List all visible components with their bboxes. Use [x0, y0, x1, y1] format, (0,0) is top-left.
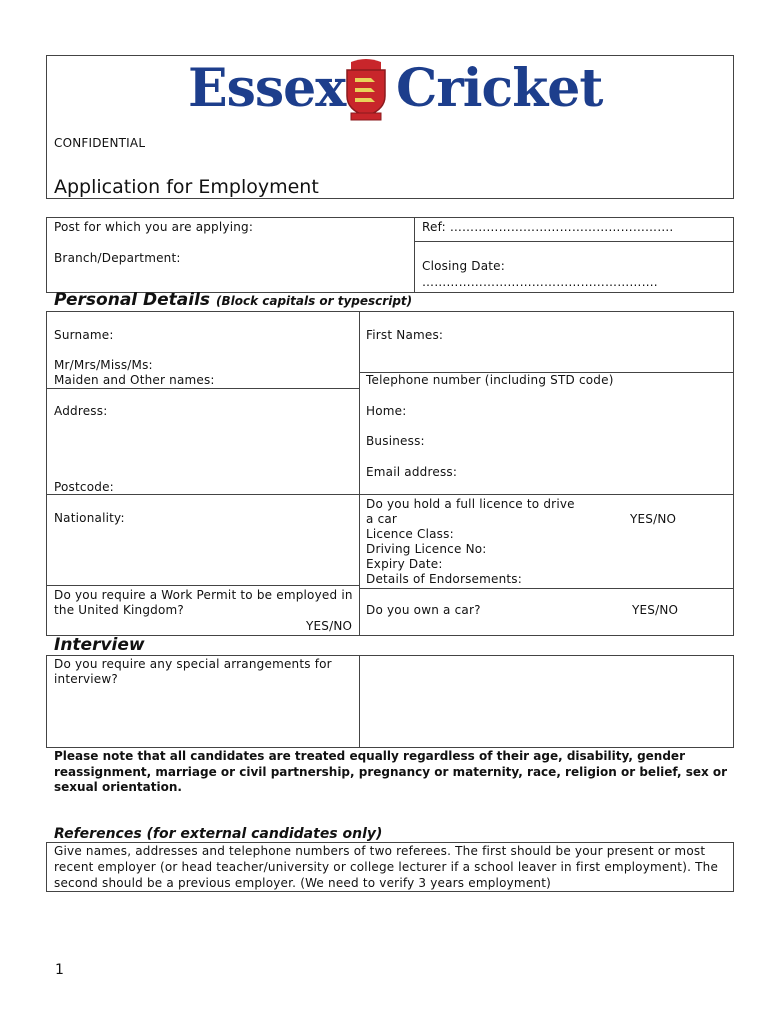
references-heading: References (for external candidates only)	[54, 826, 383, 842]
interview-heading: Interview	[54, 635, 145, 655]
references-line2: recent employer (or head teacher/university or college lecturer if a school leaver in first employment). The	[54, 860, 719, 874]
equality-line1: Please note that all candidates are treated equally regardless of their age, disability, gender	[54, 749, 685, 763]
references-line3: second should be a previous employer. (We need to verify 3 years employment)	[54, 876, 551, 890]
nationality-label: Nationality:	[54, 511, 125, 525]
post-ref-divider	[414, 241, 734, 242]
closing-date-dots[interactable]: ………………………………………………….	[422, 275, 658, 289]
equality-line3: sexual orientation.	[54, 780, 182, 794]
page-title: Application for Employment	[54, 176, 319, 198]
ref-label[interactable]: Ref: ……………………………………………….	[422, 220, 674, 234]
personal-details-heading	[54, 290, 412, 311]
telephone-label: Telephone number (including STD code)	[366, 373, 614, 387]
title-options-label: Mr/Mrs/Miss/Ms:	[54, 358, 153, 372]
first-names-label: First Names:	[366, 328, 444, 342]
licence-yesno[interactable]: YES/NO	[630, 512, 677, 526]
address-label: Address:	[54, 404, 108, 418]
crest-icon	[341, 58, 391, 122]
licence-line2: a car	[366, 512, 398, 526]
branch-label: Branch/Department:	[54, 251, 181, 265]
expiry-date-label: Expiry Date:	[366, 557, 443, 571]
home-phone-label: Home:	[366, 404, 407, 418]
business-phone-label: Business:	[366, 434, 425, 448]
own-car-yesno[interactable]: YES/NO	[632, 603, 679, 617]
page-number: 1	[55, 962, 65, 978]
personal-details-title: Personal Details	[54, 290, 211, 310]
row-divider-5	[46, 585, 359, 586]
maiden-label: Maiden and Other names:	[54, 373, 215, 387]
references-line1: Give names, addresses and telephone numbers of two referees. The first should be your present or most	[54, 844, 706, 858]
row-divider-2	[46, 388, 359, 389]
own-car-label: Do you own a car?	[366, 603, 481, 617]
logo-essex: Essex	[188, 58, 346, 119]
email-label: Email address:	[366, 465, 458, 479]
interview-divider	[359, 655, 360, 748]
licence-class-label: Licence Class:	[366, 527, 454, 541]
licence-line1: Do you hold a full licence to drive	[366, 497, 575, 511]
row-divider-4	[359, 494, 734, 495]
closing-date-label: Closing Date:	[422, 259, 506, 273]
surname-label: Surname:	[54, 328, 114, 342]
row-divider-6	[359, 588, 734, 589]
work-permit-line1: Do you require a Work Permit to be employed in	[54, 588, 353, 602]
interview-question-line2: interview?	[54, 672, 118, 686]
equality-line2: reassignment, marriage or civil partnership, pregnancy or maternity, race, religion or belief, sex or	[54, 765, 728, 779]
personal-details-note: (Block capitals or typescript)	[215, 294, 413, 308]
post-label: Post for which you are applying:	[54, 220, 254, 234]
post-divider	[414, 217, 415, 293]
confidential-label: CONFIDENTIAL	[54, 136, 146, 150]
interview-question-line1: Do you require any special arrangements for	[54, 657, 332, 671]
licence-no-label: Driving Licence No:	[366, 542, 487, 556]
logo-cricket: Cricket	[396, 58, 603, 119]
work-permit-line2: the United Kingdom?	[54, 603, 184, 617]
work-permit-yesno[interactable]: YES/NO	[306, 619, 353, 633]
endorsements-label: Details of Endorsements:	[366, 572, 522, 586]
postcode-label: Postcode:	[54, 480, 114, 494]
